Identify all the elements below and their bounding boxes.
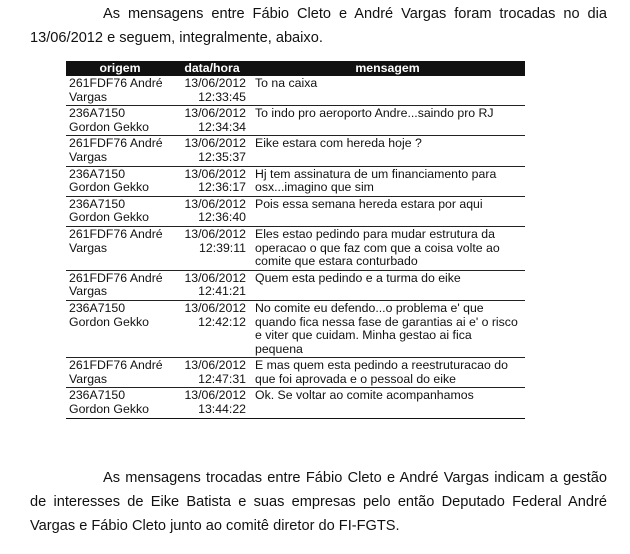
origin-cell bbox=[66, 76, 174, 106]
table-row bbox=[66, 136, 525, 166]
origin-line: 236A7150 bbox=[69, 166, 126, 181]
time-text: 12:42:12 bbox=[198, 314, 246, 329]
table-row bbox=[66, 226, 525, 270]
origin-line: Gordon Gekko bbox=[69, 210, 149, 225]
time-text: 12:36:40 bbox=[198, 210, 246, 225]
time-text: 12:36:17 bbox=[198, 180, 246, 195]
intro-text: As mensagens entre Fábio Cleto e André Vargas foram trocadas no dia 13/06/2012 e seguem, integralmente, abaixo. bbox=[30, 6, 607, 46]
header-datahora: data/hora bbox=[174, 61, 250, 76]
time-text: 12:39:11 bbox=[199, 240, 246, 255]
table-row bbox=[66, 166, 525, 196]
intro-paragraph bbox=[30, 2, 607, 50]
origin-line: Vargas bbox=[69, 284, 108, 299]
datetime-cell bbox=[174, 196, 250, 226]
origin-line: 261FDF76 André bbox=[69, 270, 163, 285]
datetime-cell bbox=[174, 226, 250, 270]
table-row bbox=[66, 76, 525, 106]
origin-line: 236A7150 bbox=[69, 300, 126, 315]
origin-line: Gordon Gekko bbox=[69, 402, 149, 417]
origin-line: 261FDF76 André bbox=[69, 76, 163, 90]
table-row bbox=[66, 300, 525, 357]
date-text: 13/06/2012 bbox=[184, 300, 246, 315]
datetime-cell bbox=[174, 358, 250, 388]
origin-cell bbox=[66, 196, 174, 226]
date-text: 13/06/2012 bbox=[184, 226, 246, 241]
time-text: 12:33:45 bbox=[198, 89, 246, 104]
message-cell: Eike estara com hereda hoje ? bbox=[250, 136, 525, 166]
closing-text: As mensagens trocadas entre Fábio Cleto e André Vargas indicam a gestão de interesses de Eike Batista e suas empresas pelo então Deputado Federal André Vargas e Fábio Cleto junto ao comitê diretor do FI-FGTS. bbox=[30, 470, 607, 534]
origin-line: 261FDF76 André bbox=[69, 136, 163, 151]
message-cell: Hj tem assinatura de um financiamento para osx...imagino que sim bbox=[250, 166, 525, 196]
origin-line: 261FDF76 André bbox=[69, 226, 163, 241]
table-row bbox=[66, 358, 525, 388]
datetime-cell bbox=[174, 166, 250, 196]
origin-line: 236A7150 bbox=[69, 388, 126, 403]
origin-line: Vargas bbox=[69, 149, 108, 164]
datetime-cell bbox=[174, 136, 250, 166]
table-row bbox=[66, 270, 525, 300]
header-mensagem: mensagem bbox=[250, 61, 525, 76]
message-table bbox=[66, 61, 525, 419]
table-body bbox=[66, 76, 525, 418]
header-origem: origem bbox=[66, 61, 174, 76]
origin-cell bbox=[66, 300, 174, 357]
message-cell: To indo pro aeroporto Andre...saindo pro RJ bbox=[250, 106, 525, 136]
date-text: 13/06/2012 bbox=[184, 166, 246, 181]
message-cell: To na caixa bbox=[250, 76, 525, 106]
origin-cell bbox=[66, 388, 174, 418]
date-text: 13/06/2012 bbox=[184, 388, 246, 403]
table-row bbox=[66, 196, 525, 226]
time-text: 12:47:31 bbox=[198, 371, 246, 386]
origin-line: 236A7150 bbox=[69, 106, 126, 121]
date-text: 13/06/2012 bbox=[184, 76, 246, 90]
time-text: 12:41:21 bbox=[198, 284, 246, 299]
date-text: 13/06/2012 bbox=[184, 136, 246, 151]
table-row bbox=[66, 388, 525, 418]
message-cell: Ok. Se voltar ao comite acompanhamos bbox=[250, 388, 525, 418]
table-row bbox=[66, 106, 525, 136]
origin-line: Vargas bbox=[69, 371, 108, 386]
origin-line: Vargas bbox=[69, 89, 108, 104]
origin-line: 236A7150 bbox=[69, 196, 126, 211]
datetime-cell bbox=[174, 300, 250, 357]
message-cell: Quem esta pedindo e a turma do eike bbox=[250, 270, 525, 300]
origin-line: Vargas bbox=[69, 240, 108, 255]
message-table-container bbox=[66, 61, 525, 419]
origin-cell bbox=[66, 358, 174, 388]
datetime-cell bbox=[174, 270, 250, 300]
origin-cell bbox=[66, 106, 174, 136]
origin-line: Gordon Gekko bbox=[69, 314, 149, 329]
origin-cell bbox=[66, 136, 174, 166]
origin-line: 261FDF76 André bbox=[69, 358, 163, 373]
time-text: 12:35:37 bbox=[198, 149, 246, 164]
message-cell: No comite eu defendo...o problema e' que quando fica nessa fase de garantias ai e' o risco e viter que cuidam. Minha gestao ai fica pequena bbox=[250, 300, 525, 357]
origin-line: Gordon Gekko bbox=[69, 119, 149, 134]
datetime-cell bbox=[174, 106, 250, 136]
message-cell: E mas quem esta pedindo a reestruturacao do que foi aprovada e o pessoal do eike bbox=[250, 358, 525, 388]
date-text: 13/06/2012 bbox=[184, 270, 246, 285]
origin-line: Gordon Gekko bbox=[69, 180, 149, 195]
message-cell: Pois essa semana hereda estara por aqui bbox=[250, 196, 525, 226]
time-text: 12:34:34 bbox=[198, 119, 246, 134]
origin-cell bbox=[66, 270, 174, 300]
table-header-row bbox=[66, 61, 525, 76]
origin-cell bbox=[66, 166, 174, 196]
datetime-cell bbox=[174, 388, 250, 418]
origin-cell bbox=[66, 226, 174, 270]
date-text: 13/06/2012 bbox=[184, 358, 246, 373]
closing-paragraph bbox=[30, 466, 607, 538]
date-text: 13/06/2012 bbox=[184, 196, 246, 211]
date-text: 13/06/2012 bbox=[184, 106, 246, 121]
time-text: 13:44:22 bbox=[198, 402, 246, 417]
datetime-cell bbox=[174, 76, 250, 106]
message-cell: Eles estao pedindo para mudar estrutura da operacao o que faz com que a coisa volte ao comite que estara conturbado bbox=[250, 226, 525, 270]
